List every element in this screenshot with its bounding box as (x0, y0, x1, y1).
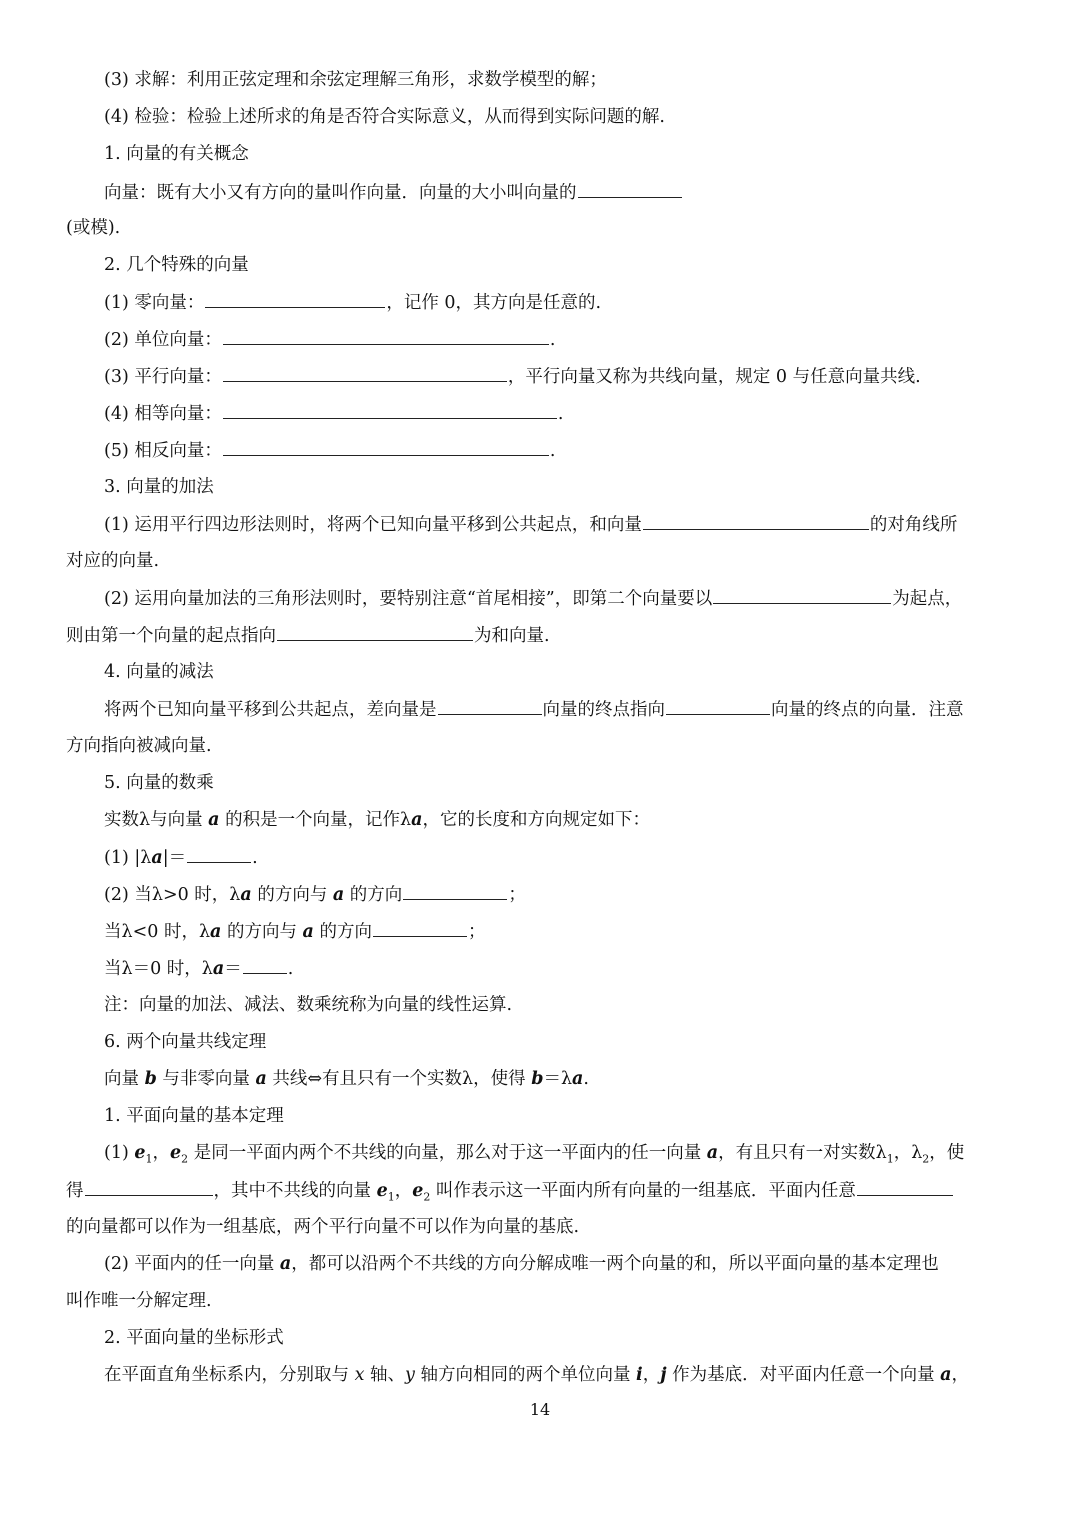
fill-blank[interactable] (578, 180, 682, 198)
item-scalar-negative: 当λ<0 时，λa 的方向与 a 的方向 ； (104, 919, 1016, 944)
fill-blank[interactable] (187, 845, 251, 863)
paragraph-parallelogram-rule-cont: 对应的向量. (66, 551, 160, 571)
fill-blank[interactable] (223, 401, 557, 419)
fill-blank[interactable] (713, 586, 891, 604)
item-scalar-positive: (2) 当λ>0 时，λa 的方向与 a 的方向 ； (104, 882, 1016, 907)
paragraph-triangle-rule: (2) 运用向量加法的三角形法则时，要特别注意“首尾相接”，即第二个向量要以 为起点， (104, 586, 1016, 611)
fill-blank[interactable] (223, 438, 549, 456)
item-opposite-vector: (5) 相反向量： . (104, 438, 1016, 463)
paragraph-basis-theorem-cont: 得 ，其中不共线的向量 $e_1$，$e_2$ 叫作表示这一平面内所有向量的一组基底．平面内任意 (66, 1178, 1016, 1210)
section-heading-special-vectors: 2. 几个特殊的向量 (104, 255, 249, 275)
fill-blank[interactable] (857, 1178, 953, 1196)
paragraph-coordinate-form: 在平面直角坐标系内，分别取与 x 轴、y 轴方向相同的两个单位向量 i，j 作为基底．对平面内任意一个向量 a， (104, 1365, 969, 1385)
fill-blank[interactable] (373, 919, 467, 937)
fill-blank[interactable] (223, 327, 549, 345)
section-heading-subtraction: 4. 向量的减法 (104, 662, 214, 682)
section-heading-scalar-multiplication: 5. 向量的数乘 (104, 773, 214, 793)
paragraph-parallelogram-rule: (1) 运用平行四边形法则时，将两个已知向量平移到公共起点，和向量 的对角线所 (104, 512, 1016, 537)
fill-blank[interactable] (223, 364, 507, 382)
paragraph-vector-definition: 向量：既有大小又有方向的量叫作向量．向量的大小叫向量的 (104, 180, 1016, 205)
paragraph-basis-theorem-cont2: 的向量都可以作为一组基底，两个平行向量不可以作为向量的基底. (66, 1217, 580, 1237)
paragraph-triangle-rule-cont: 则由第一个向量的起点指向 为和向量. (66, 623, 1016, 648)
item-equal-vector: (4) 相等向量： . (104, 401, 1016, 426)
item-scalar-zero: 当λ＝0 时，λa＝ . (104, 956, 1016, 981)
item-zero-vector: (1) 零向量： ，记作 0，其方向是任意的. (104, 290, 1016, 315)
item-scalar-length: (1) |λa|＝ . (104, 845, 1016, 870)
step-check: (4) 检验：检验上述所求的角是否符合实际意义，从而得到实际问题的解. (104, 107, 665, 127)
fill-blank[interactable] (403, 882, 507, 900)
fill-blank[interactable] (205, 290, 385, 308)
paragraph-scalar-definition: 实数λ与向量 a 的积是一个向量，记作λa，它的长度和方向规定如下： (104, 810, 650, 830)
paragraph-basis-theorem: (1) $e_1$，$e_2$ 是同一平面内两个不共线的向量，那么对于这一平面内的任一向量 a，有且只有一对实数$\lambda_1$，$\lambda_2$，使 (104, 1143, 965, 1166)
fill-blank[interactable] (666, 697, 770, 715)
item-parallel-vector: (3) 平行向量： ，平行向量又称为共线向量，规定 0 与任意向量共线. (104, 364, 1016, 389)
fill-blank[interactable] (243, 956, 287, 974)
note-linear-operations: 注：向量的加法、减法、数乘统称为向量的线性运算. (104, 995, 513, 1015)
section-heading-collinear-theorem: 6. 两个向量共线定理 (104, 1032, 267, 1052)
paragraph-collinear-theorem: 向量 b 与非零向量 a 共线⇔有且只有一个实数λ，使得 b＝λa. (104, 1069, 589, 1089)
paragraph-modulus: (或模). (66, 218, 121, 238)
paragraph-unique-decomposition-cont: 叫作唯一分解定理. (66, 1291, 212, 1311)
section-heading-concepts: 1. 向量的有关概念 (104, 144, 249, 164)
paragraph-subtraction: 将两个已知向量平移到公共起点，差向量是 向量的终点指向 向量的终点的向量．注意 (104, 697, 1016, 722)
section-heading-coordinate-form: 2. 平面向量的坐标形式 (104, 1328, 284, 1348)
step-solve: (3) 求解：利用正弦定理和余弦定理解三角形，求数学模型的解； (104, 70, 607, 90)
fill-blank[interactable] (85, 1178, 213, 1196)
section-heading-basis-theorem: 1. 平面向量的基本定理 (104, 1106, 284, 1126)
item-unit-vector: (2) 单位向量： . (104, 327, 1016, 352)
fill-blank[interactable] (643, 512, 869, 530)
fill-blank[interactable] (438, 697, 542, 715)
paragraph-subtraction-cont: 方向指向被减向量. (66, 736, 212, 756)
page-number: 14 (529, 1400, 551, 1419)
section-heading-addition: 3. 向量的加法 (104, 477, 214, 497)
paragraph-unique-decomposition: (2) 平面内的任一向量 a，都可以沿两个不共线的方向分解成唯一两个向量的和，所以平面向量的基本定理也 (104, 1254, 939, 1274)
fill-blank[interactable] (277, 623, 473, 641)
